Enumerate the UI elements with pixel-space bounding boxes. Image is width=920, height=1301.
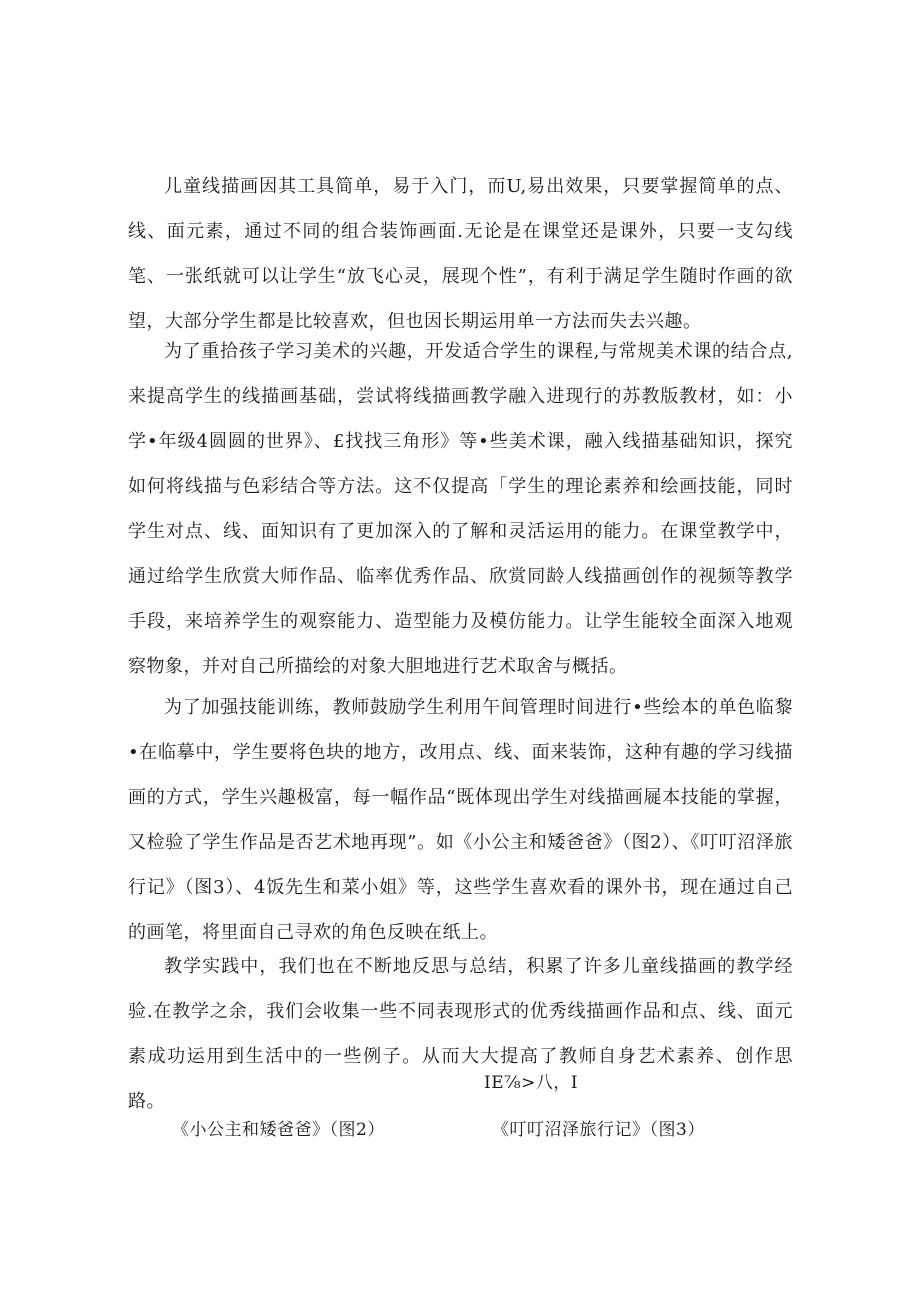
caption-figure-3: 《叮叮沼泽旅行记》（图3） <box>492 1120 705 1140</box>
figure-mark: IE⅞>八，I <box>484 1073 579 1093</box>
caption-figure-2: 《小公主和矮爸爸》（图2） <box>172 1120 385 1140</box>
paragraph-3: 为了加强技能训练，教师鼓励学生利用午间管理时间进行•些绘本的单色临黎•在临摹中，学生要将色块的地方，改用点、线、面来装饰，这种有趣的学习线描画的方式，学生兴趣极富，每一幅作品“既体现出学生对线描画屣本技能的掌握，又检验了学生作品是否艺术地再现”。如《小公主和矮爸爸》（图2）、《叮叮沼泽旅行记》（图3）、4饭先生和菜小姐》等，这些学生喜欢看的课外书，现在通过自己的画笔，将里面自己寻欢的角色反映在纸上。 <box>128 697 793 943</box>
paragraph-1: 儿童线描画因其工具简单，易于入门，而U,易出效果，只要掌握简单的点、线、面元素，通过不同的组合装饰画面.无论是在课堂还是课外，只要一支勾线笔、一张纸就可以让学生“放飞心灵，展现个性”，有利于满足学生随时作画的欲望，大部分学生都是比较喜欢，但也因长期运用单一方法而失去兴趣。 <box>128 176 793 332</box>
paragraph-4: 教学实践中，我们也在不断地反思与总结，积累了许多儿童线描画的教学经验.在教学之余，我们会收集一些不同表现形式的优秀线描画作品和点、线、面元素成功运用到生活中的一些例子。从而大大提高了教师自身艺术素养、创作思路。 <box>128 956 793 1112</box>
paragraph-2: 为了重拾孩子学习美术的兴趣，开发适合学生的课程,与常规美术课的结合点,来提高学生的线描画基础，尝试将线描画教学融入进现行的苏教版教材，如：小学•年级4圆圆的世界》、£找找三角形》等•些美术课，融入线描基础知识，探究如何将线描与色彩结合等方法。这不仅提高「学生的理论素养和绘画技能，同时学生对点、线、面知识有了更加深入的了解和灵活运用的能力。在课堂教学中，通过给学生欣赏大师作品、临率优秀作品、欣赏同龄人线描画创作的视频等教学手段，来培养学生的观察能力、造型能力及模仿能力。让学生能较全面深入地观察物象，并对自己所描绘的对象大胆地进行艺术取舍与概括。 <box>128 341 793 677</box>
